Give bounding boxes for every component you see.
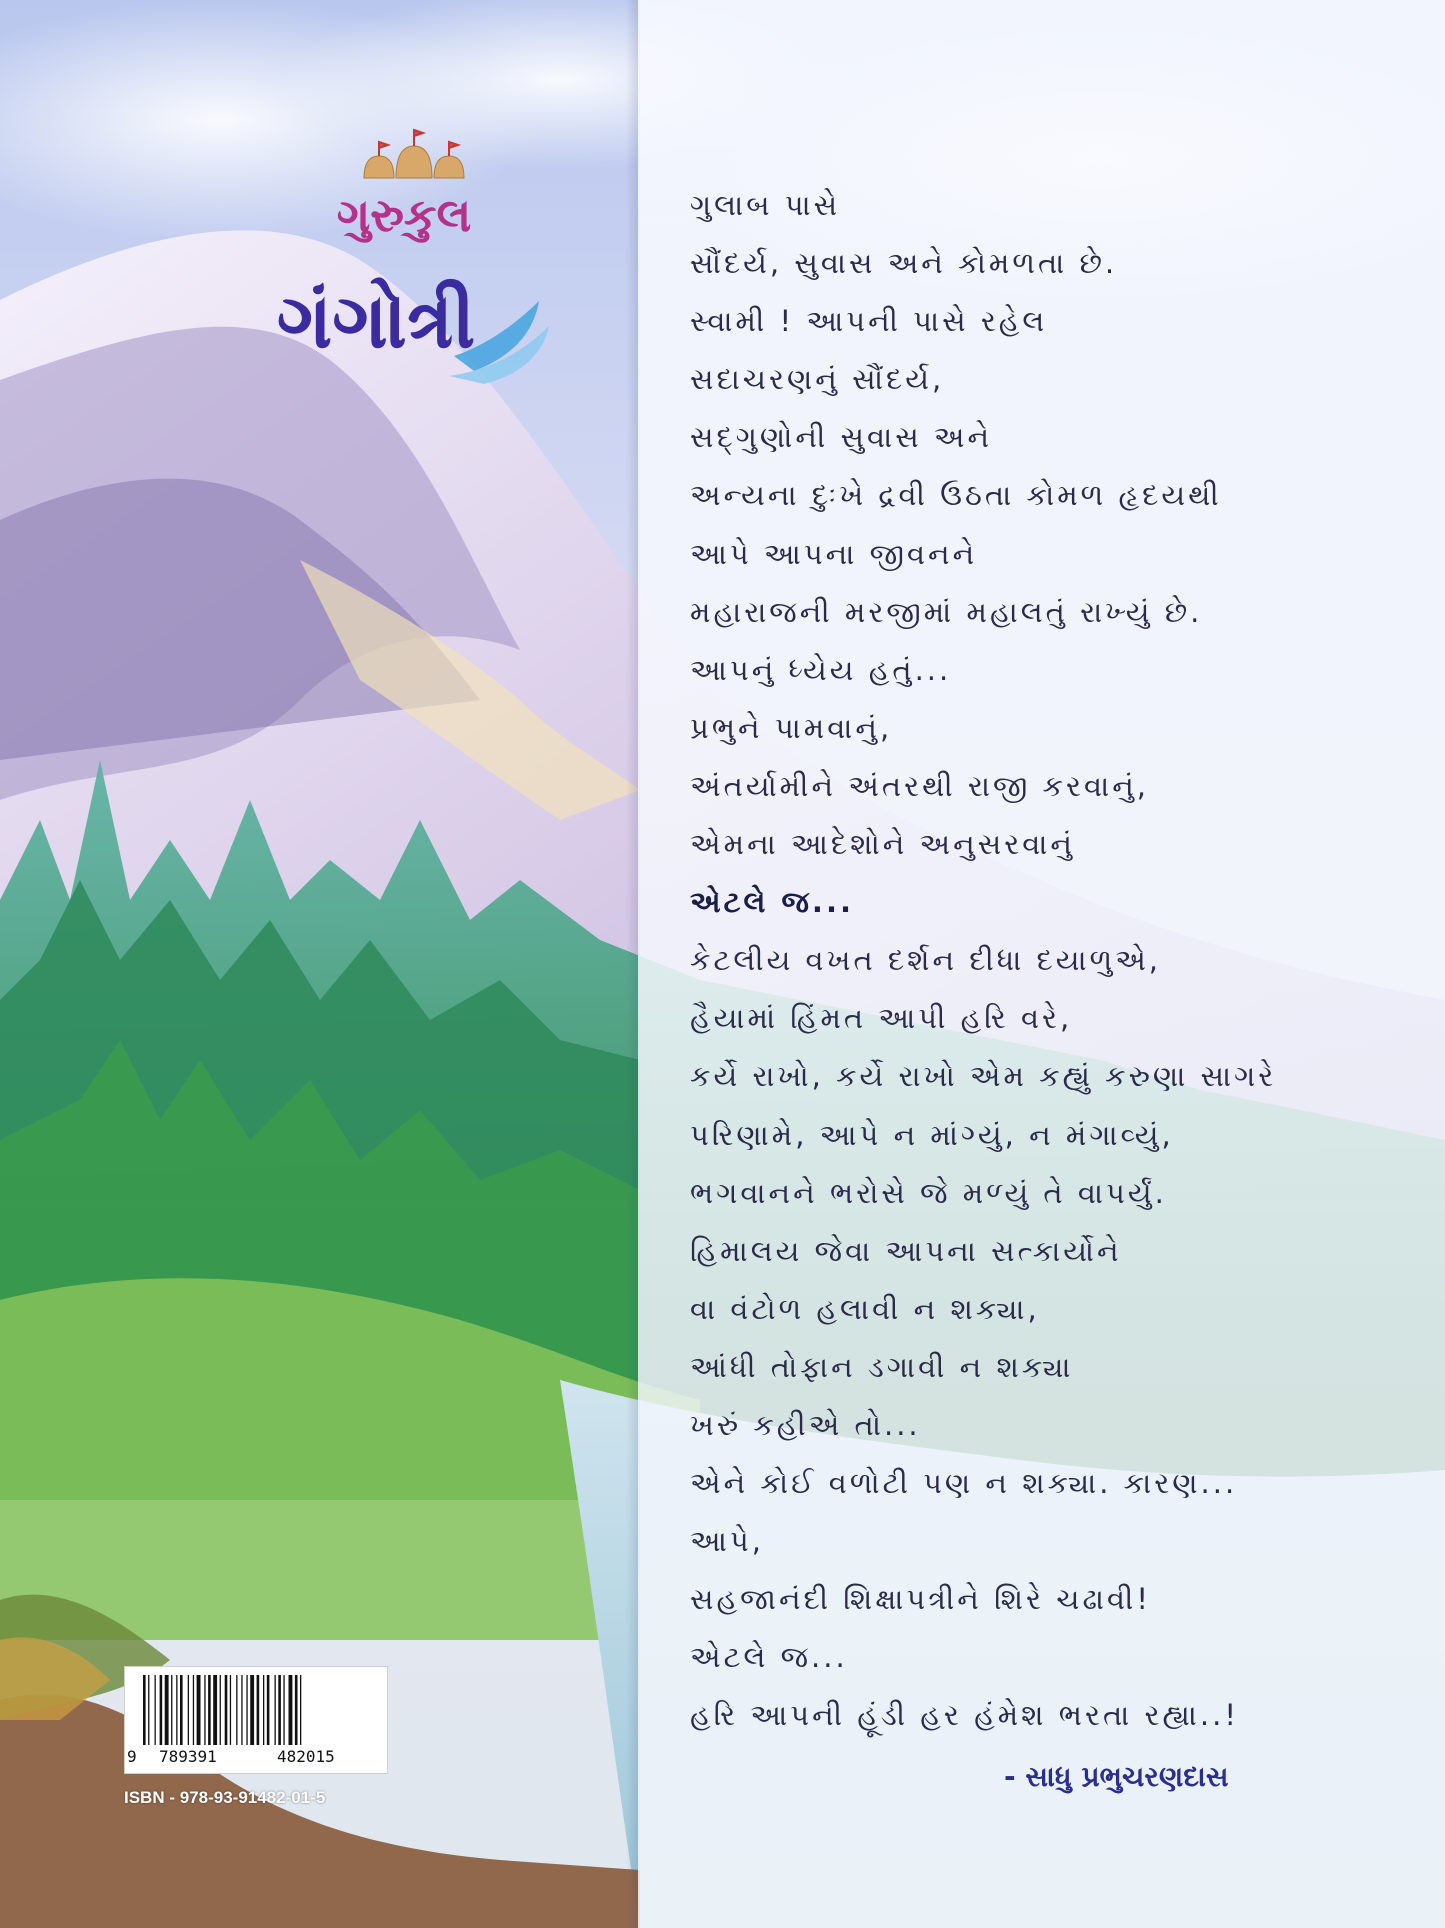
temple-domes-icon: [354, 128, 474, 188]
poem-line: એને કોઈ વળોટી પણ ન શક્યા. કારણ...: [690, 1466, 1238, 1501]
poem-line: એમના આદેશોને અનુસરવાનું: [690, 827, 1075, 862]
poem-line: સહજાનંદી શિક્ષાપત્રીને શિરે ચઢાવી!: [690, 1582, 1151, 1617]
poem: [690, 176, 1410, 1745]
poem-line: મહારાજની મરજીમાં મહાલતું રાખ્યું છે.: [690, 594, 1203, 629]
poem-line: પરિણામે, આપે ન માંગ્યું, ન મંગાવ્યું,: [690, 1117, 1174, 1152]
poem-line: ગુલાબ પાસે: [690, 188, 841, 222]
poem-line: હરિ આપની હૂંડી હર હંમેશ ભરતા રહ્યા..!: [690, 1698, 1239, 1733]
poem-line: સૌંદર્ય, સુવાસ અને કોમળતા છે.: [690, 246, 1118, 281]
poem-line: આપે આપના જીવનને: [690, 536, 978, 571]
barcode-digit-prefix: 9: [127, 1747, 137, 1766]
poem-line: ભગવાનને ભરોસે જે મળ્યું તે વાપર્યું.: [690, 1175, 1167, 1210]
poem-line: સ્વામી ! આપની પાસે રહેલ: [690, 304, 1048, 339]
poem-line: એટલે જ...: [690, 885, 854, 920]
poem-line: આંધી તોફાન ડગાવી ન શક્યા: [690, 1349, 1074, 1384]
isbn-number: ISBN - 978-93-91482-01-5: [124, 1788, 326, 1807]
barcode-icon: [143, 1675, 377, 1745]
poem-line: અન્યના દુઃખે દ્રવી ઉઠતા કોમળ હૃદયથી: [690, 478, 1222, 513]
poem-line: સદાચરણનું સૌંદર્ય,: [690, 362, 945, 397]
poem-line: સદ્‌ગુણોની સુવાસ અને: [690, 420, 993, 455]
poem-line: હૈયામાં હિંમત આપી હરિ વરે,: [690, 1001, 1073, 1036]
barcode-digits-left: 789391: [159, 1747, 217, 1766]
poem-line: ખરું કહીએ તો...: [690, 1407, 921, 1442]
poem-line: અંતર્યામીને અંતરથી રાજી કરવાનું,: [690, 768, 1150, 803]
author-signature: - સાધુ પ્રભુચરણદાસ: [1004, 1760, 1229, 1793]
poem-line: એટલે જ...: [690, 1640, 848, 1675]
wave-icon: [444, 296, 554, 386]
poem-line: કેટલીય વખત દર્શન દીધા દયાળુએ,: [690, 943, 1162, 978]
poem-line: હિમાલય જેવા આપના સત્કાર્યોને: [690, 1233, 1122, 1268]
magazine-logo: [214, 128, 554, 388]
logo-line2: ગંગોત્રી: [276, 276, 476, 365]
poem-line: આપનું ધ્યેય હતું...: [690, 652, 952, 687]
poem-line: આપે,: [690, 1524, 764, 1559]
poem-line: કર્યે રાખો, કર્યે રાખો એમ કહ્યું કરુણા સાગરે: [690, 1059, 1277, 1094]
barcode-label: [124, 1666, 388, 1774]
poem-line: વા વંટોળ હલાવી ન શક્યા,: [690, 1291, 1040, 1326]
barcode-digits-right: 482015: [277, 1747, 335, 1766]
poem-line: પ્રભુને પામવાનું,: [690, 710, 893, 745]
logo-line1: ગુરુકુલ: [336, 188, 472, 242]
